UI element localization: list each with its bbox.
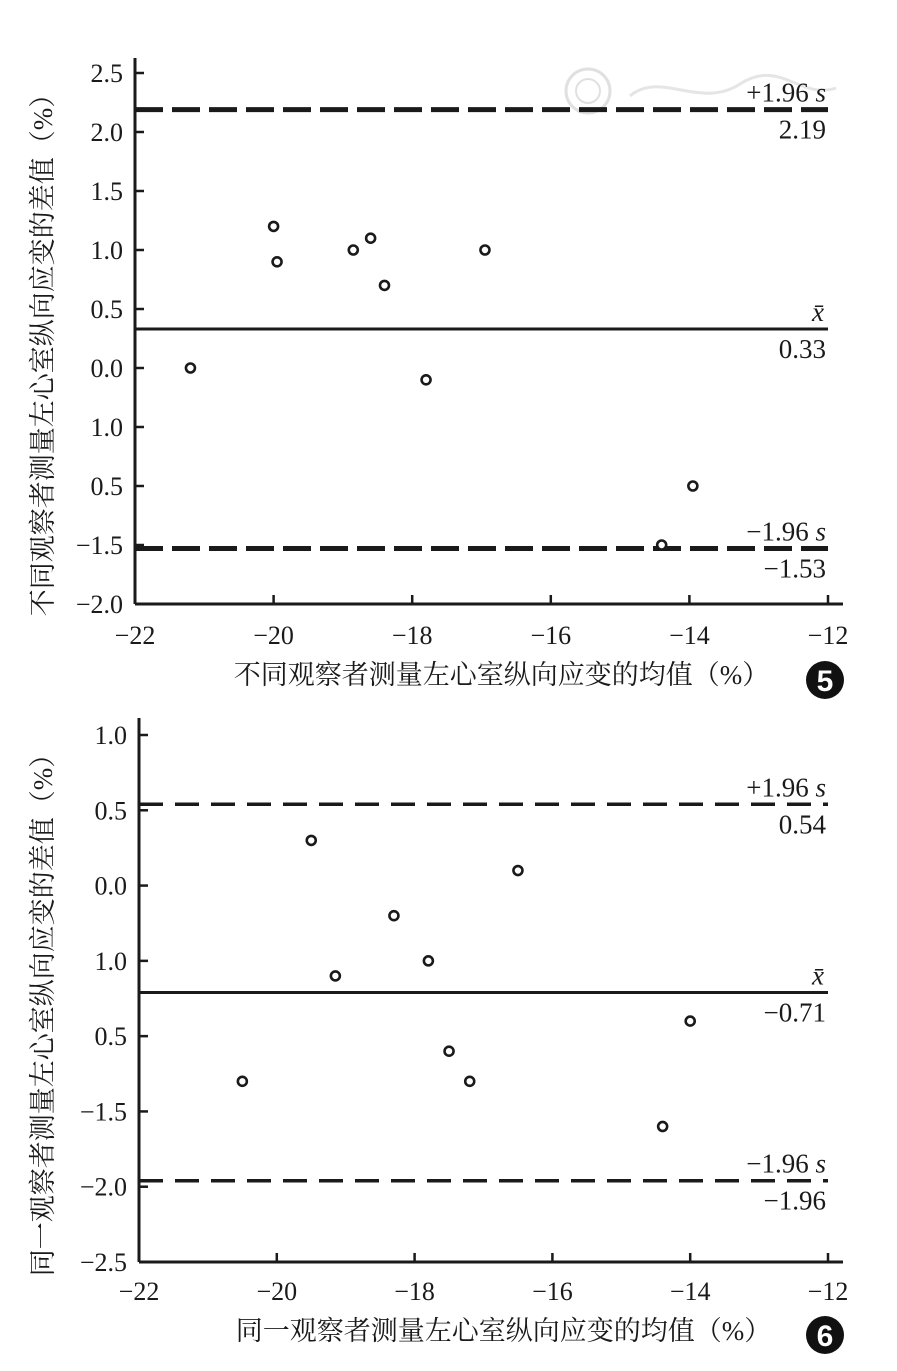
y-tick-label: 2.5 — [90, 59, 123, 88]
y-tick-label: −1.5 — [79, 1097, 127, 1127]
lower-line-label: −1.96 s — [746, 1148, 826, 1179]
data-point — [389, 911, 398, 920]
y-tick-label: 0.0 — [94, 871, 127, 901]
data-point — [445, 1047, 454, 1056]
y-tick-label: 0.5 — [94, 796, 127, 826]
chart-lower-bland-altman — [28, 718, 848, 1354]
data-point — [424, 956, 433, 965]
y-tick-label: 1.5 — [90, 177, 123, 206]
x-tick-label: −14 — [669, 621, 710, 650]
y-tick-label: 1.0 — [94, 721, 127, 750]
y-tick-label: −2.0 — [75, 590, 123, 619]
lower-line-label: −1.96 s — [746, 516, 826, 547]
x-axis-title: 同一观察者测量左心室纵向应变的均值（%） — [235, 1316, 772, 1346]
data-point — [331, 971, 340, 980]
mean-line-value: 0.33 — [778, 334, 826, 365]
x-tick-label: −12 — [807, 1277, 849, 1306]
y-tick-label: 2.0 — [90, 118, 123, 147]
data-point — [349, 246, 358, 255]
mean-line-label: x̄ — [812, 297, 824, 328]
x-tick-label: −16 — [530, 621, 572, 650]
x-axis-title: 不同观察者测量左心室纵向应变的均值（%） — [233, 660, 770, 690]
figure-number: 5 — [816, 665, 834, 698]
x-tick-label: −14 — [669, 1277, 711, 1306]
x-tick-label: −12 — [807, 621, 849, 650]
y-tick-label: −2.0 — [79, 1172, 127, 1202]
data-point — [686, 1017, 695, 1026]
x-tick-label: −18 — [394, 1277, 435, 1306]
data-point — [465, 1077, 474, 1086]
x-tick-label: −22 — [118, 1277, 160, 1306]
y-tick-label: 1.0 — [90, 413, 123, 442]
x-tick-label: −20 — [253, 621, 294, 650]
x-tick-label: −16 — [532, 1277, 573, 1306]
mean-line-label: x̄ — [812, 960, 824, 991]
y-tick-label: −2.5 — [79, 1248, 127, 1277]
lower-line-value: −1.96 — [763, 1185, 826, 1216]
upper-line-label: +1.96 s — [746, 77, 826, 108]
y-tick-label: 1.0 — [90, 236, 123, 265]
data-point — [307, 836, 316, 845]
y-tick-label: 0.5 — [90, 472, 123, 501]
data-point — [688, 482, 697, 491]
data-point — [657, 541, 666, 550]
y-tick-label: 1.0 — [94, 946, 127, 976]
chart-upper-bland-altman — [28, 58, 848, 699]
y-axis-title: 不同观察者测量左心室纵向应变的差值（%） — [28, 80, 58, 617]
y-tick-label: −1.5 — [75, 531, 123, 560]
data-point — [422, 375, 431, 384]
data-point — [269, 222, 278, 231]
figure-number: 6 — [816, 1320, 834, 1353]
data-point — [658, 1122, 667, 1131]
upper-line-label: +1.96 s — [746, 772, 826, 803]
upper-line-value: 0.54 — [778, 809, 826, 840]
upper-line-value: 2.19 — [778, 114, 826, 145]
data-point — [273, 257, 282, 266]
y-axis-title: 同一观察者测量左心室纵向应变的差值（%） — [28, 740, 58, 1277]
y-tick-label: 0.0 — [90, 354, 123, 383]
y-tick-label: 0.5 — [94, 1022, 127, 1052]
x-tick-label: −18 — [391, 621, 433, 650]
data-point — [186, 364, 195, 373]
x-tick-label: −22 — [114, 621, 156, 650]
data-point — [480, 246, 489, 255]
data-point — [513, 866, 522, 875]
data-point — [380, 281, 389, 290]
lower-line-value: −1.53 — [763, 553, 826, 584]
y-tick-label: 0.5 — [90, 295, 123, 324]
data-point — [238, 1077, 247, 1086]
x-tick-label: −20 — [256, 1277, 298, 1306]
mean-line-value: −0.71 — [763, 997, 826, 1028]
data-point — [366, 234, 375, 243]
